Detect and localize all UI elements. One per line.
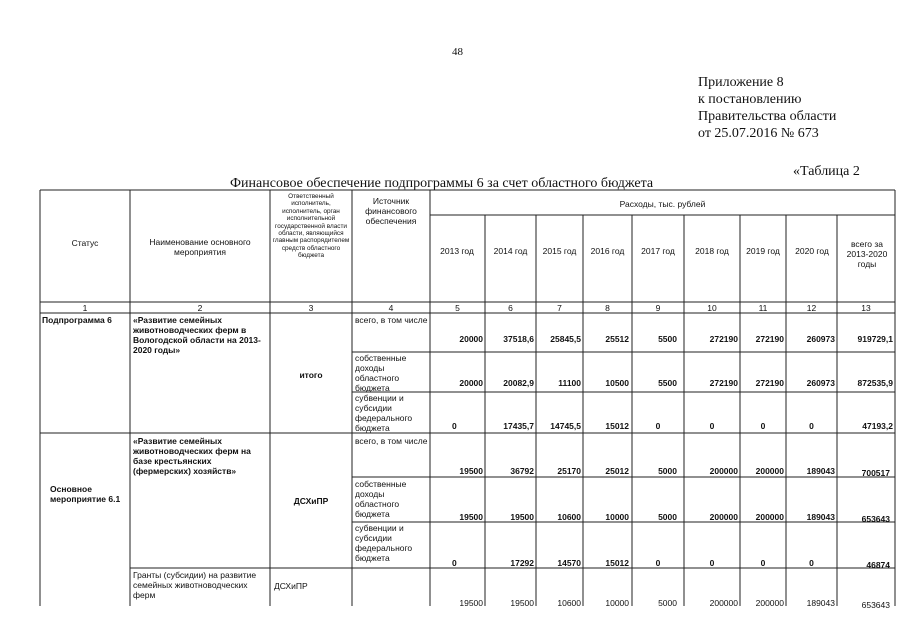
status-cell: Подпрограмма 6 <box>42 315 112 325</box>
value-cell: 25170 <box>557 466 581 476</box>
value-cell: 0 <box>809 421 814 431</box>
value-cell: 10600 <box>557 512 581 522</box>
value-cell: 189043 <box>806 512 835 522</box>
value-cell: 5500 <box>658 334 677 344</box>
col-number: 11 <box>758 303 768 313</box>
value-cell: 0 <box>809 558 814 568</box>
header-executor: Ответственный исполнитель, исполнитель, орган исполнительной государственной власти области, являющийся главным распорядителем средств областного бюджета <box>272 193 350 260</box>
col-number: 4 <box>388 303 394 313</box>
value-cell: 700517 <box>861 468 890 478</box>
activity-name: «Развитие семейных животноводческих ферм на базе крестьянских (фермерских) хозяйств» <box>133 436 251 476</box>
source-cell: субвенции и субсидии федерального бюджета <box>355 523 413 563</box>
header-year: 2019 год <box>746 246 780 256</box>
value-cell: 189043 <box>806 466 835 476</box>
value-cell: 260973 <box>806 334 835 344</box>
value-cell: 46874 <box>866 560 890 570</box>
value-cell: 19500 <box>510 598 534 608</box>
value-cell: 200000 <box>709 466 738 476</box>
header-year: 2013 год <box>440 246 474 256</box>
value-cell: 5000 <box>658 598 677 608</box>
appendix-line: от 25.07.2016 № 673 <box>698 126 819 141</box>
value-cell: 25012 <box>605 466 629 476</box>
col-number: 8 <box>605 303 610 313</box>
value-cell: 20082,9 <box>503 378 534 388</box>
header-source: Источник финансового обеспечения <box>365 196 417 226</box>
value-cell: 10000 <box>605 598 629 608</box>
value-cell: 25512 <box>605 334 629 344</box>
value-cell: 189043 <box>806 598 835 608</box>
value-cell: 15012 <box>605 421 629 431</box>
value-cell: 0 <box>709 558 715 568</box>
value-cell: 200000 <box>709 598 738 608</box>
value-cell: 200000 <box>755 598 784 608</box>
value-cell: 200000 <box>755 466 784 476</box>
value-cell: 14570 <box>557 558 581 568</box>
header-year: 2018 год <box>695 246 729 256</box>
source-cell: собственные доходы областного бюджета <box>355 479 407 519</box>
header-name: Наименование основного мероприятия <box>149 237 251 257</box>
value-cell: 0 <box>655 421 661 431</box>
value-cell: 200000 <box>709 512 738 522</box>
value-cell: 17435,7 <box>503 421 534 431</box>
col-number: 9 <box>655 303 661 313</box>
value-cell: 0 <box>452 558 457 568</box>
appendix-line: Приложение 8 <box>698 75 784 90</box>
value-cell: 5000 <box>658 466 677 476</box>
executor-cell: ДСХиПР <box>293 496 329 506</box>
col-number: 3 <box>308 303 314 313</box>
executor-cell: итого <box>299 370 323 380</box>
value-cell: 20000 <box>459 334 483 344</box>
col-number: 1 <box>82 303 88 313</box>
value-cell: 37518,6 <box>503 334 534 344</box>
appendix-line: Правительства области <box>698 109 837 124</box>
value-cell: 19500 <box>459 466 483 476</box>
value-cell: 10500 <box>605 378 629 388</box>
executor-cell: ДСХиПР <box>274 581 308 591</box>
value-cell: 25845,5 <box>550 334 581 344</box>
value-cell: 272190 <box>755 334 784 344</box>
header-status: Статус <box>71 238 99 248</box>
value-cell: 17292 <box>510 558 534 568</box>
value-cell: 47193,2 <box>862 421 893 431</box>
source-cell: всего, в том числе <box>355 315 428 325</box>
col-number: 13 <box>861 303 871 313</box>
value-cell: 872535,9 <box>857 378 893 388</box>
col-number: 5 <box>455 303 460 313</box>
header-expenses: Расходы, тыс. рублей <box>619 199 706 209</box>
header-year: 2020 год <box>795 246 829 256</box>
value-cell: 919729,1 <box>857 334 893 344</box>
appendix-line: к постановлению <box>698 92 802 107</box>
col-number: 10 <box>707 303 717 313</box>
value-cell: 653643 <box>861 514 890 524</box>
value-cell: 19500 <box>459 512 483 522</box>
value-cell: 0 <box>760 558 766 568</box>
value-cell: 10000 <box>605 512 629 522</box>
value-cell: 15012 <box>605 558 629 568</box>
col-number: 7 <box>557 303 562 313</box>
value-cell: 0 <box>655 558 661 568</box>
value-cell: 14745,5 <box>550 421 581 431</box>
table-caption: Финансовое обеспечение подпрограммы 6 за счет областного бюджета <box>230 176 654 191</box>
activity-name: «Развитие семейных животноводческих ферм в Вологодской области на 2013-2020 годы» <box>133 315 261 355</box>
status-cell: Основное мероприятие 6.1 <box>50 484 121 504</box>
value-cell: 0 <box>452 421 457 431</box>
value-cell: 11100 <box>558 378 581 388</box>
header-year: 2014 год <box>493 246 528 256</box>
source-cell: собственные доходы областного бюджета <box>355 353 407 393</box>
value-cell: 19500 <box>510 512 534 522</box>
value-cell: 260973 <box>806 378 835 388</box>
value-cell: 272190 <box>709 378 738 388</box>
value-cell: 20000 <box>459 378 483 388</box>
value-cell: 0 <box>760 421 766 431</box>
table-label: «Таблица 2 <box>793 164 860 179</box>
col-number: 6 <box>508 303 513 313</box>
col-number: 2 <box>197 303 203 313</box>
value-cell: 5500 <box>658 378 677 388</box>
value-cell: 200000 <box>755 512 784 522</box>
header-year: 2017 год <box>641 246 675 256</box>
value-cell: 653643 <box>861 600 890 610</box>
header-year: 2015 год <box>542 246 577 256</box>
value-cell: 272190 <box>755 378 784 388</box>
activity-name: Гранты (субсидии) на развитие семейных животноводческих ферм <box>133 570 257 600</box>
value-cell: 10600 <box>557 598 581 608</box>
page-number: 48 <box>452 46 463 58</box>
header-year-total: всего за 2013-2020 годы <box>846 239 888 269</box>
value-cell: 0 <box>709 421 715 431</box>
col-number: 12 <box>806 303 817 313</box>
header-year: 2016 год <box>590 246 625 256</box>
value-cell: 272190 <box>709 334 738 344</box>
source-cell: субвенции и субсидии федерального бюджета <box>355 393 413 433</box>
value-cell: 19500 <box>459 598 483 608</box>
value-cell: 5000 <box>658 512 677 522</box>
value-cell: 36792 <box>510 466 534 476</box>
source-cell: всего, в том числе <box>355 436 428 446</box>
